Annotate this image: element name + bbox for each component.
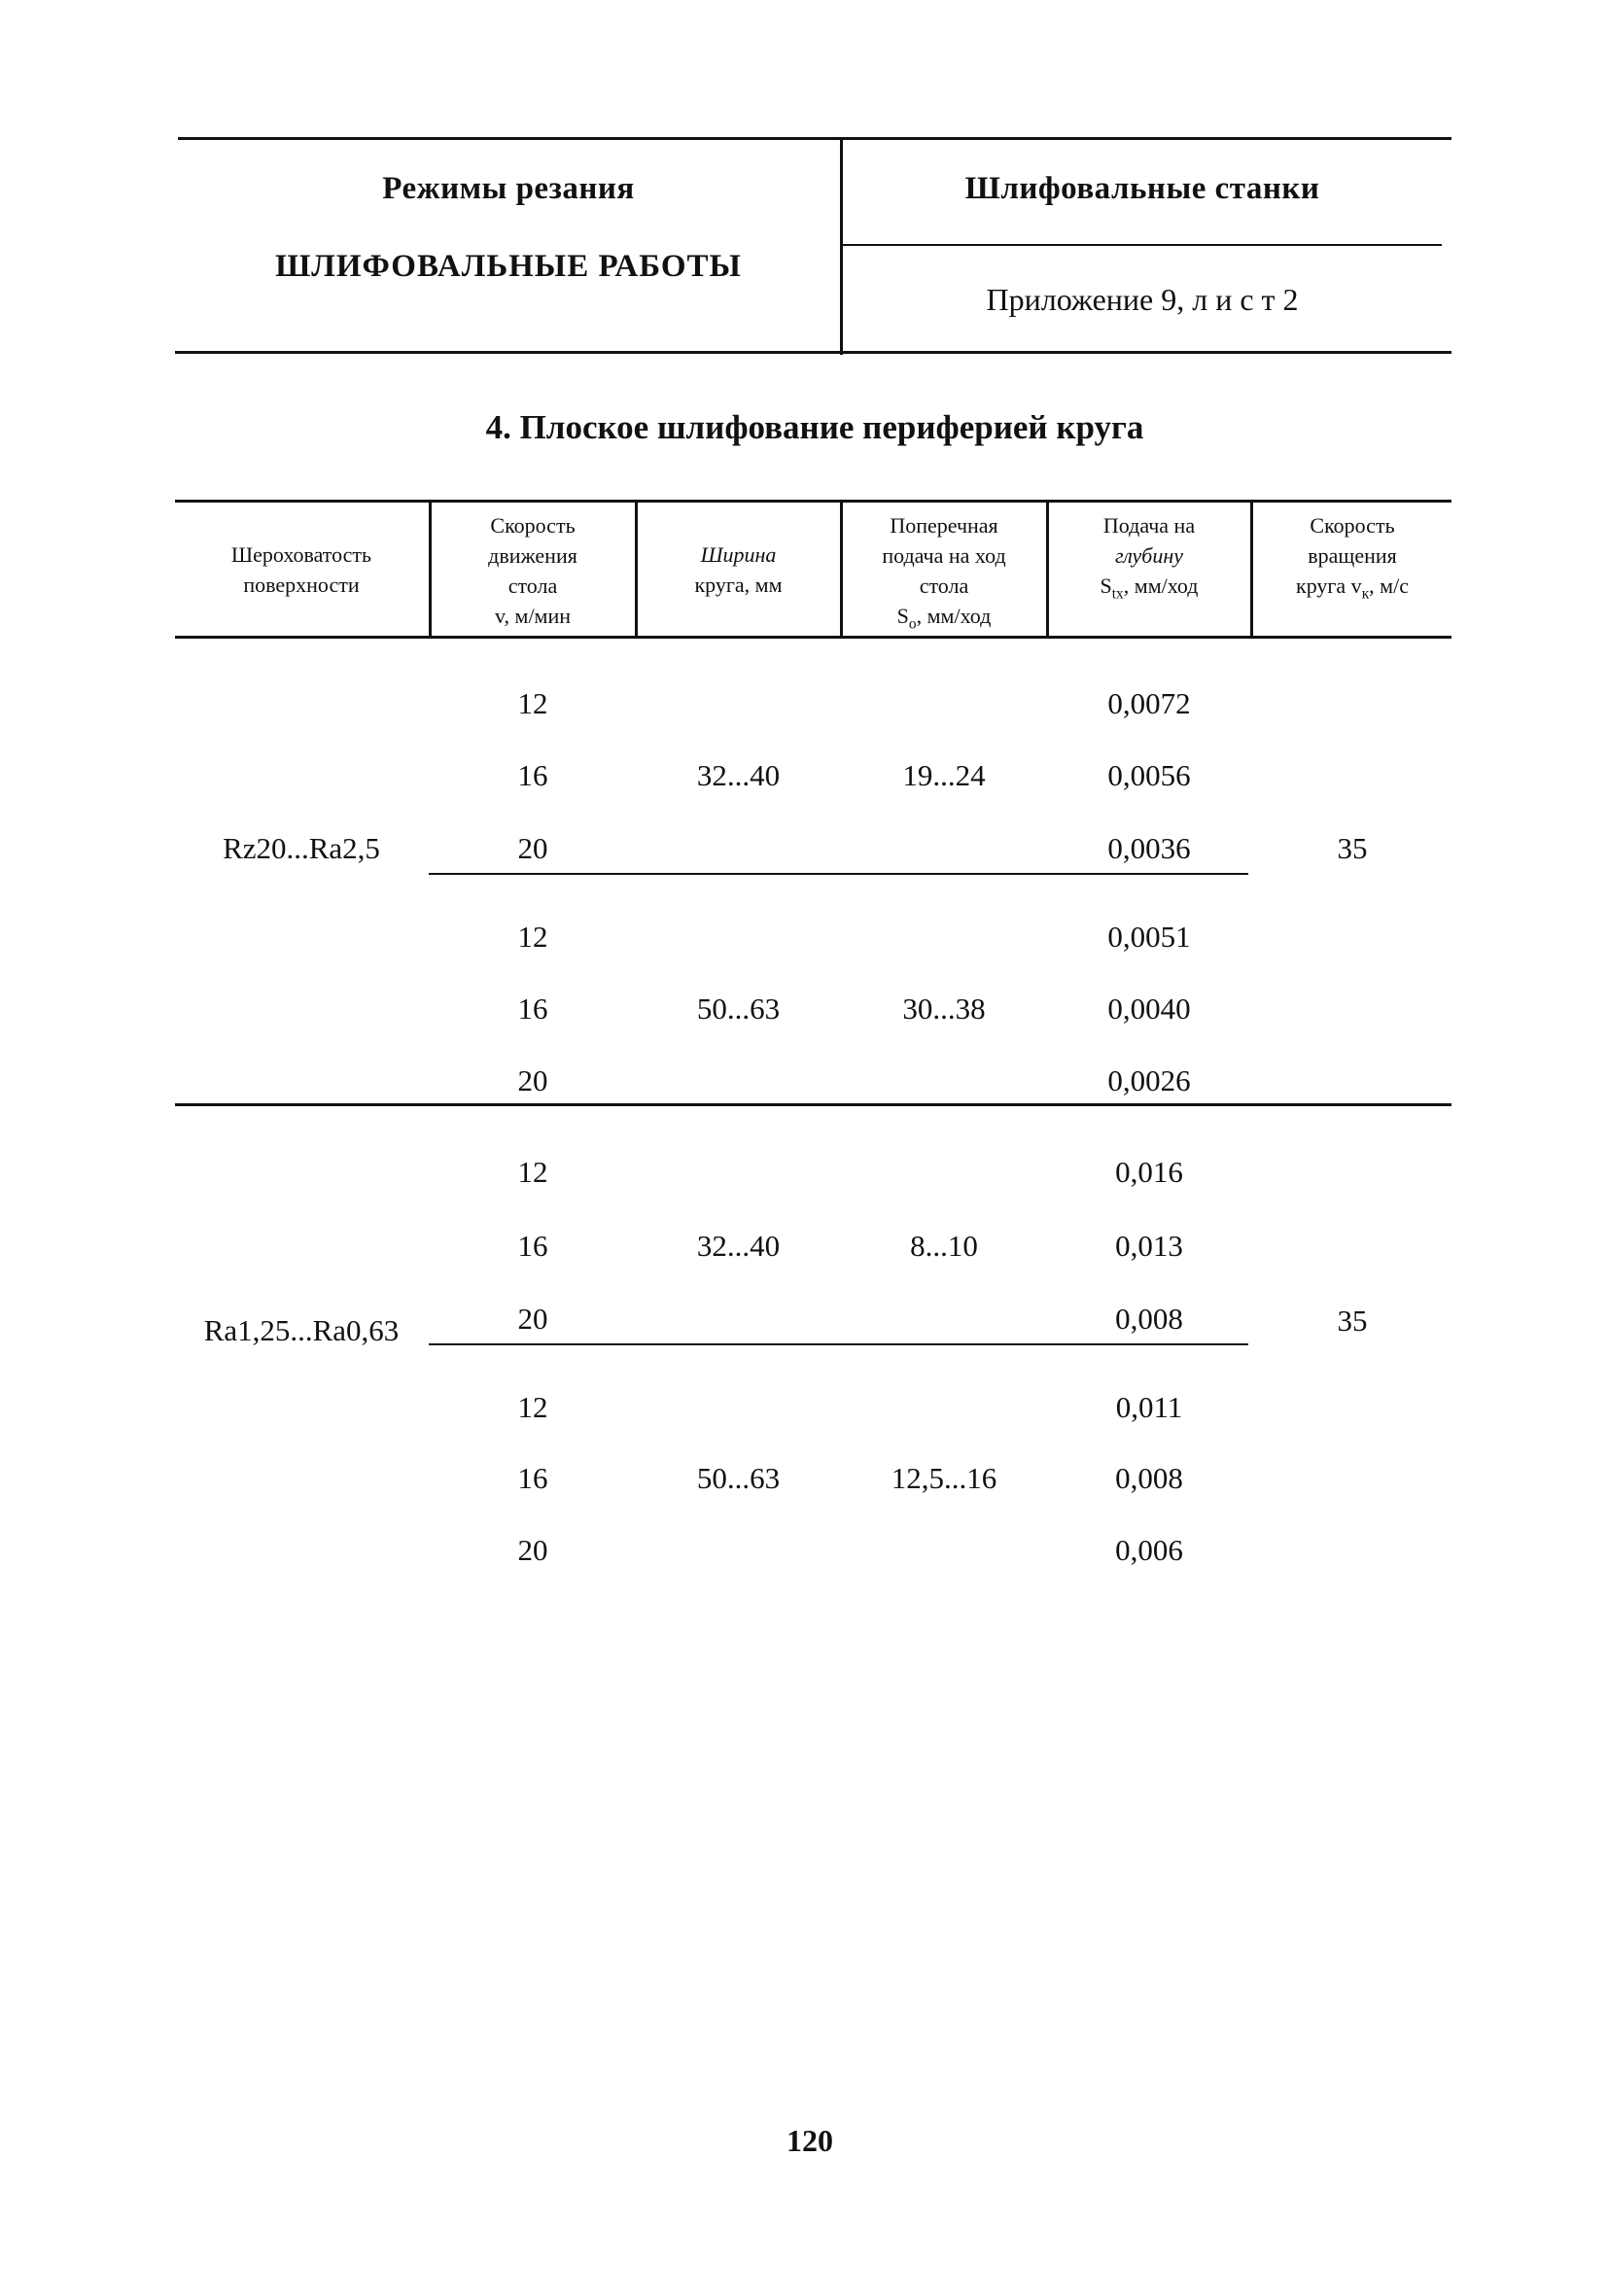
- header-right-title: Шлифовальные станки: [964, 171, 1320, 206]
- speed-cell: 20: [517, 1063, 548, 1097]
- cross-feed-cell: 12,5...16: [891, 1461, 997, 1495]
- header-left-title: Режимы резания: [382, 171, 635, 206]
- depth-feed-cell: 0,013: [1115, 1229, 1183, 1263]
- width-cell: 32...40: [696, 1229, 781, 1263]
- speed-cell: 20: [517, 1533, 548, 1567]
- speed-cell: 16: [517, 1461, 548, 1495]
- speed-cell: 16: [517, 758, 548, 792]
- speed-cell: 12: [517, 1390, 548, 1424]
- depth-feed-cell: 0,011: [1115, 1390, 1183, 1424]
- table-head-rule: [175, 636, 1451, 639]
- header-bottom-rule: [175, 351, 1451, 354]
- speed-cell: 12: [517, 1155, 548, 1189]
- subgroup-rule: [429, 1343, 1248, 1345]
- col-header-roughness: Шероховатость поверхности: [230, 542, 372, 597]
- depth-feed-cell: 0,0056: [1107, 758, 1191, 792]
- depth-feed-cell: 0,008: [1115, 1461, 1183, 1495]
- col-header-depth-feed: Подача на глубину $S_{tx}$, мм/ход: [1049, 510, 1249, 609]
- cross-feed-cell: 19...24: [902, 758, 986, 792]
- cross-feed-cell: 30...38: [902, 991, 986, 1026]
- depth-feed-cell: 0,0026: [1107, 1063, 1191, 1097]
- depth-feed-cell: 0,006: [1115, 1533, 1183, 1567]
- col-header-speed: Скорость движения стола v, м/мин: [488, 513, 577, 628]
- cross-feed-unit: $S_o$, мм/ход: [896, 604, 992, 633]
- page-number: 120: [787, 2123, 833, 2158]
- header-divider: [840, 137, 843, 355]
- group-divider-rule: [175, 1103, 1451, 1106]
- depth-feed-cell: 0,0036: [1107, 831, 1191, 865]
- header-left-subtitle: ШЛИФОВАЛЬНЫЕ РАБОТЫ: [275, 249, 742, 284]
- subgroup-rule: [429, 873, 1248, 875]
- table-top-rule: [175, 500, 1451, 503]
- width-cell: 50...63: [696, 991, 781, 1026]
- header-top-rule: [178, 137, 1451, 140]
- width-cell: 50...63: [696, 1461, 781, 1495]
- depth-feed-unit: $S_{tx}$, мм/ход: [1100, 574, 1199, 603]
- col-header-wheel-speed: Скорость вращения круга $v_к$, м/с: [1253, 510, 1451, 609]
- speed-cell: 16: [517, 1229, 548, 1263]
- width-cell: 32...40: [696, 758, 781, 792]
- cross-feed-cell: 8...10: [910, 1229, 978, 1263]
- speed-cell: 16: [517, 991, 548, 1026]
- speed-cell: 20: [517, 831, 548, 865]
- speed-cell: 20: [517, 1302, 548, 1336]
- depth-feed-cell: 0,0040: [1107, 991, 1191, 1026]
- depth-feed-cell: 0,0051: [1107, 920, 1191, 954]
- wheel-speed-cell: 35: [1337, 1304, 1368, 1338]
- depth-feed-cell: 0,0072: [1107, 686, 1191, 720]
- wheel-speed-cell: 35: [1337, 831, 1368, 865]
- col-header-cross-feed: Поперечная подача на ход стола $S_o$, мм/ход: [843, 510, 1045, 639]
- col-header-width: Ширина круга, мм: [694, 542, 783, 597]
- wheel-speed-unit: круга $v_к$, м/с: [1296, 574, 1409, 603]
- roughness-cell: Rz20...Ra2,5: [223, 831, 380, 865]
- depth-feed-cell: 0,008: [1115, 1302, 1183, 1336]
- header-right-subtitle: Приложение 9, л и с т 2: [986, 282, 1299, 317]
- header-right-rule: [842, 244, 1442, 246]
- section-title: 4. Плоское шлифование периферией круга: [485, 408, 1144, 446]
- speed-cell: 12: [517, 920, 548, 954]
- speed-cell: 12: [517, 686, 548, 720]
- roughness-cell: Ra1,25...Ra0,63: [203, 1313, 400, 1347]
- depth-feed-cell: 0,016: [1115, 1155, 1183, 1189]
